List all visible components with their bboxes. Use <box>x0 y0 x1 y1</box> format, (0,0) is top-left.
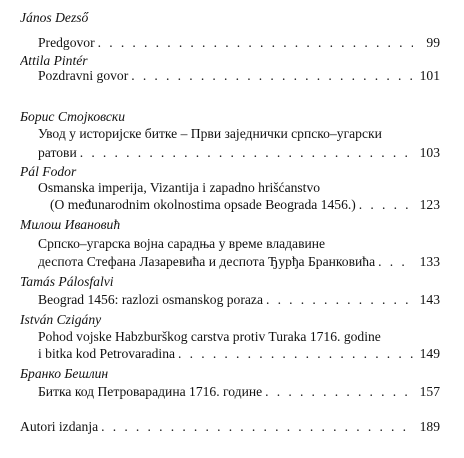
author-name: Tamás Pálosfalvi <box>20 274 114 289</box>
toc-entry-authors[interactable] <box>20 418 440 436</box>
page-number: 189 <box>419 419 440 434</box>
page-number: 149 <box>419 346 440 361</box>
page-number: 133 <box>419 254 440 269</box>
author-name: Pál Fodor <box>20 164 77 179</box>
dot-leader <box>80 144 413 162</box>
toc-entry[interactable] <box>38 34 440 52</box>
author-name: Борис Стојковски <box>20 109 126 124</box>
dot-leader <box>101 418 413 436</box>
entry-title[interactable]: Увод у историјске битке – Први заједнички српско–угарски <box>38 126 382 141</box>
author-name: Attila Pintér <box>20 53 88 68</box>
toc-entry[interactable] <box>38 345 440 363</box>
page-number: 123 <box>419 197 440 212</box>
author-name: István Czigány <box>20 312 102 327</box>
entry-title: Битка код Петроварадина 1716. године <box>38 384 263 399</box>
entry-title[interactable]: Osmanska imperija, Vizantija i zapadno hrišćanstvo <box>38 180 321 195</box>
toc-entry[interactable] <box>38 144 440 162</box>
dot-leader <box>131 67 413 85</box>
dot-leader <box>265 383 413 401</box>
entry-title: Beograd 1456: razlozi osmanskog poraza <box>38 292 263 307</box>
dot-leader <box>266 291 413 309</box>
page-number: 103 <box>419 145 440 160</box>
entry-title: Autori izdanja <box>20 419 99 434</box>
author-name: Милош Ивановић <box>20 217 121 232</box>
entry-title: Predgovor <box>38 35 95 50</box>
dot-leader <box>378 253 413 271</box>
author-name: Бранко Бешлин <box>20 366 109 381</box>
toc-entry[interactable] <box>38 383 440 401</box>
entry-title: деспота Стефана Лазаревића и деспота Ђурђа Бранковића <box>38 254 376 269</box>
entry-title: Pozdravni govor <box>38 68 129 83</box>
entry-title: ратови <box>38 145 77 160</box>
entry-title: i bitka kod Petrovaradina <box>38 346 176 361</box>
entry-title[interactable]: Pohod vojske Habzburškog carstva protiv Turaka 1716. godine <box>38 329 381 344</box>
toc-entry[interactable] <box>38 253 440 271</box>
page-number: 157 <box>419 384 440 399</box>
toc-entry[interactable] <box>50 196 440 214</box>
entry-subtitle: (O međunarodnim okolnostima opsade Beograda 1456.) <box>50 197 356 212</box>
dot-leader <box>359 196 413 214</box>
dot-leader <box>178 345 413 363</box>
dot-leader <box>98 34 413 52</box>
entry-title[interactable]: Српско–угарска војна сарадња у време владавине <box>38 236 326 251</box>
toc-entry[interactable] <box>38 67 440 85</box>
page-number: 143 <box>419 292 440 307</box>
page-number: 99 <box>426 35 440 50</box>
page-number: 101 <box>419 68 440 83</box>
toc-entry[interactable] <box>38 291 440 309</box>
author-name: János Dezső <box>20 10 89 25</box>
